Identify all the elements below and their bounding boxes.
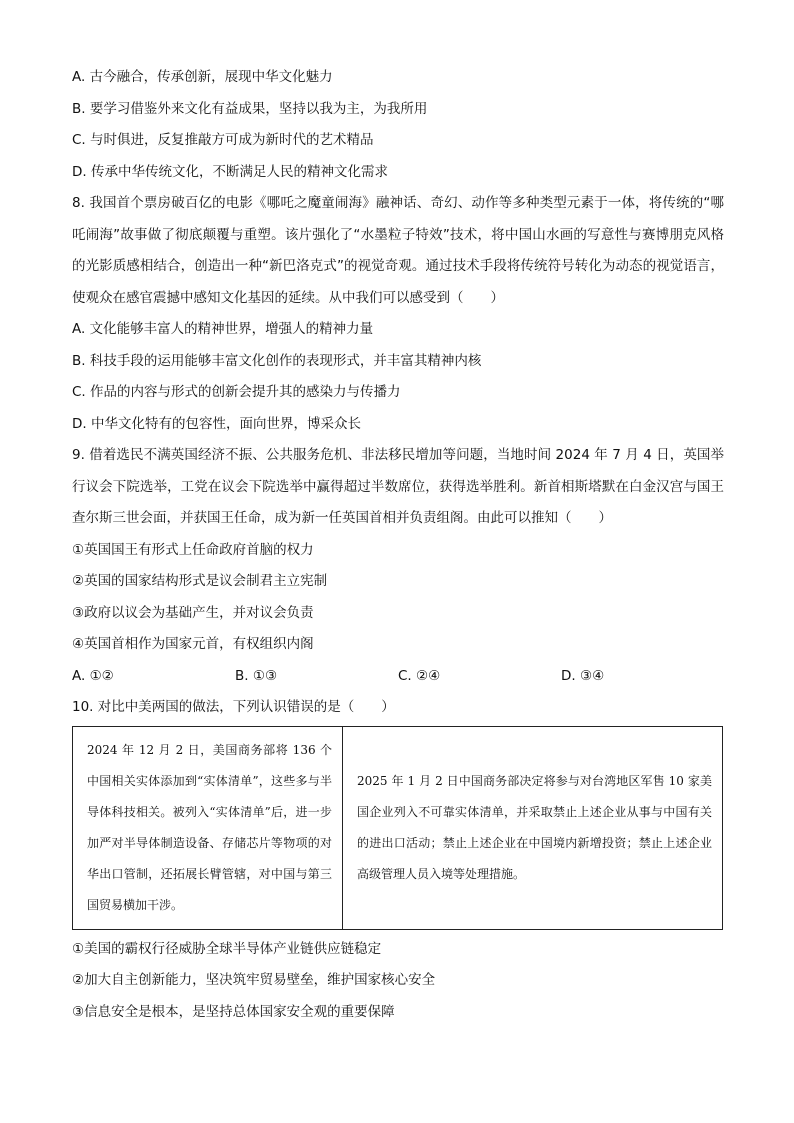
- table-row: [73, 726, 723, 929]
- q9-choice-a: A. ①②: [72, 667, 114, 684]
- q10-comparison-table: [72, 726, 723, 930]
- q7-option-d: D. 传承中华传统文化，不断满足人民的精神文化需求: [72, 163, 388, 180]
- q9-choice-b: B. ①③: [235, 667, 278, 684]
- q9-statement-4: ④英国首相作为国家元首，有权组织内阁: [72, 636, 314, 652]
- q7-option-c: C. 与时俱进，反复推敲方可成为新时代的艺术精品: [72, 132, 374, 148]
- q10-statement-3: ③信息安全是根本，是坚持总体国家安全观的重要保障: [72, 1003, 395, 1020]
- q7-option-b: B. 要学习借鉴外来文化有益成果，坚持以我为主，为我所用: [72, 100, 428, 117]
- document-page: [72, 62, 724, 1028]
- q9-stem: 9. 借着选民不满英国经济不振、公共服务危机、非法移民增加等问题，当地时间 2024 年 7 月 4 日，英国举行议会下院选举，工党在议会下院选举中赢得超过半数席位，获得选举胜利。新首相斯塔默在白金汉宫与国王查尔斯三世会面，并获国王任命，成为新一任英国首相并负责组阁。由此可以推知（ ）: [72, 447, 724, 526]
- q8-option-b: B. 科技手段的运用能够丰富文化创作的表现形式，并丰富其精神内核: [72, 352, 482, 369]
- q9-statement-3: ③政府以议会为基础产生，并对议会负责: [72, 604, 314, 621]
- q8-stem: 8. 我国首个票房破百亿的电影《哪吒之魔童闹海》融神话、奇幻、动作等多种类型元素于一体，将传统的“哪吒闹海”故事做了彻底颠覆与重塑。该片强化了“水墨粒子特效”技术，将中国山水画的写意性与赛博朋克风格的光影质感相结合，创造出一种“新巴洛克式”的视觉奇观。通过技术手段将传统符号转化为动态的视觉语言，使观众在感官震撼中感知文化基因的延续。从中我们可以感受到（ ）: [72, 195, 724, 306]
- q8-option-a: A. 文化能够丰富人的精神世界，增强人的精神力量: [72, 321, 374, 337]
- q9-statement-1: ①英国国王有形式上任命政府首脑的权力: [72, 541, 314, 558]
- q9-choices: [72, 661, 724, 693]
- q10-statement-2: ②加大自主创新能力，坚决筑牢贸易壁垒，维护国家核心安全: [72, 972, 436, 988]
- q8-option-c: C. 作品的内容与形式的创新会提升其的感染力与传播力: [72, 384, 401, 400]
- q9-choice-d: D. ③④: [561, 667, 605, 684]
- q10-stem: 10. 对比中美两国的做法，下列认识错误的是（ ）: [72, 699, 395, 715]
- table-cell-us: 2024 年 12 月 2 日，美国商务部将 136 个中国相关实体添加到“实体清单”，这些多与半导体科技相关。被列入“实体清单”后，进一步加严对半导体制造设备、存储芯片等物项的对华出口管制，还拓展长臂管辖，对中国与第三国贸易横加干涉。: [73, 726, 343, 929]
- q9-statement-2: ②英国的国家结构形式是议会制君主立宪制: [72, 573, 328, 589]
- q7-option-a: A. 古今融合，传承创新，展现中华文化魅力: [72, 69, 333, 85]
- q9-choice-c: C. ②④: [398, 667, 441, 684]
- q10-statement-1: ①美国的霸权行径威胁全球半导体产业链供应链稳定: [72, 940, 382, 957]
- q8-option-d: D. 中华文化特有的包容性，面向世界，博采众长: [72, 415, 361, 432]
- table-cell-china: 2025 年 1 月 2 日中国商务部决定将参与对台湾地区军售 10 家美国企业列入不可靠实体清单，并采取禁止上述企业从事与中国有关的进出口活动；禁止上述企业在中国境内新增投资；禁止上述企业高级管理人员入境等处理措施。: [343, 726, 723, 929]
